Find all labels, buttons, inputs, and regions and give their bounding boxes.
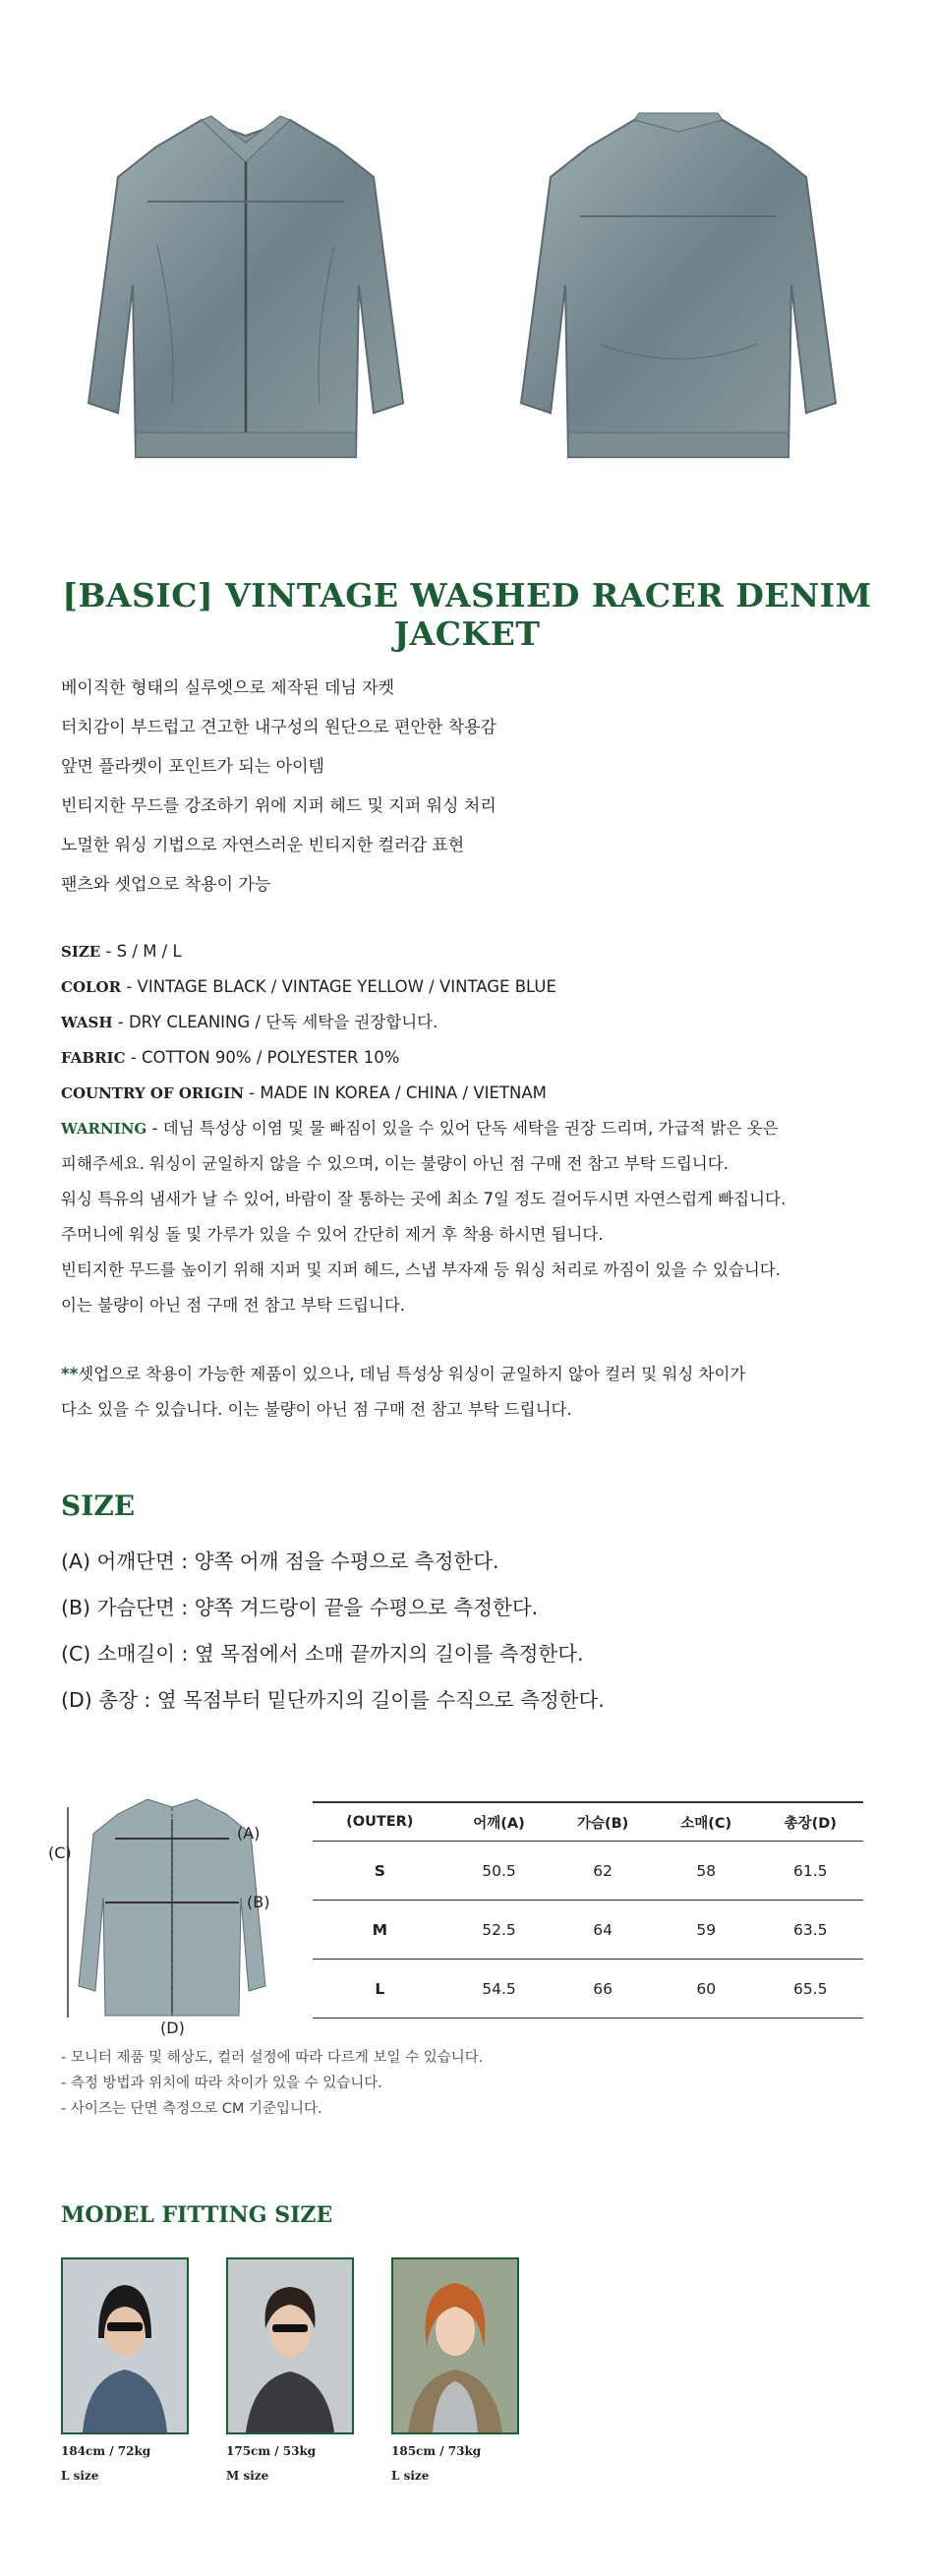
spec-origin: COUNTRY OF ORIGIN - MADE IN KOREA / CHINA / VIETNAM — [61, 1083, 547, 1102]
spec-color: COLOR - VINTAGE BLACK / VINTAGE YELLOW / VINTAGE BLUE — [61, 977, 556, 996]
description-line: 팬츠와 셋업으로 착용이 가능 — [61, 875, 271, 895]
table-row: L 54.5 66 60 65.5 — [313, 1960, 863, 2019]
setup-note: **셋업으로 착용이 가능한 제품이 있으나, 데님 특성상 워싱이 균일하지 않아 컬러 및 워싱 차이가 다소 있을 수 있습니다. 이는 불량이 아닌 점 구매 전 참고 부탁 드립니다. — [61, 1365, 746, 1419]
model-size: L size — [61, 2469, 99, 2483]
jacket-front-image — [79, 108, 413, 482]
description-line: 터치감이 부드럽고 견고한 내구성의 원단으로 편안한 착용감 — [61, 718, 496, 737]
spec-size: SIZE - S / M / L — [61, 942, 182, 961]
warning-line: 빈티지한 무드를 높이기 위해 지퍼 및 지퍼 헤드, 스냅 부자재 등 워싱 처리로 까짐이 있을 수 있습니다. — [61, 1260, 781, 1279]
label-a: (A) — [237, 1824, 261, 1843]
jacket-back-image — [511, 108, 846, 482]
description-line: 베이직한 형태의 실루엣으로 제작된 데님 자켓 — [61, 678, 395, 698]
label-b: (B) — [247, 1893, 270, 1911]
product-description — [61, 669, 496, 905]
label-c: (C) — [48, 1844, 72, 1862]
size-col-header: 어깨(A) — [447, 1802, 552, 1842]
measure-item: (A) 어깨단면 : 양쪽 어깨 점을 수평으로 측정한다. — [61, 1550, 499, 1573]
size-table — [313, 1801, 863, 2019]
model-stats: 184cm / 72kg — [61, 2444, 151, 2458]
warning-line: 이는 불량이 아닌 점 구매 전 참고 부탁 드립니다. — [61, 1296, 406, 1315]
model-card — [61, 2257, 189, 2484]
size-col-header: 가슴(B) — [551, 1802, 654, 1842]
disclaimer-line: - 모니터 제품 및 해상도, 컬러 설정에 따라 다르게 보일 수 있습니다. — [61, 2050, 484, 2066]
model-photo — [226, 2257, 354, 2434]
measure-item: (C) 소매길이 : 옆 목점에서 소매 끝까지의 길이를 측정한다. — [61, 1642, 584, 1666]
disclaimer-line: - 측정 방법과 위치에 따라 차이가 있을 수 있습니다. — [61, 2076, 382, 2091]
measure-item: (B) 가슴단면 : 양쪽 겨드랑이 끝을 수평으로 측정한다. — [61, 1596, 539, 1619]
model-photo — [391, 2257, 519, 2434]
model-stats: 185cm / 73kg — [391, 2444, 482, 2458]
measurement-diagram — [48, 1789, 315, 2037]
spec-fabric: FABRIC - COTTON 90% / POLYESTER 10% — [61, 1048, 400, 1067]
measure-item: (D) 총장 : 옆 목점부터 밑단까지의 길이를 수직으로 측정한다. — [61, 1688, 605, 1712]
table-row: S 50.5 62 58 61.5 — [313, 1842, 863, 1901]
model-stats: 175cm / 53kg — [226, 2444, 317, 2458]
description-line: 앞면 플라켓이 포인트가 되는 아이템 — [61, 757, 324, 777]
model-card — [226, 2257, 354, 2484]
size-col-header: 총장(D) — [758, 1802, 863, 1842]
warning-line: 피해주세요. 워싱이 균일하지 않을 수 있으며, 이는 불량이 아닌 점 구매 전 참고 부탁 드립니다. — [61, 1154, 729, 1173]
disclaimer-line: - 사이즈는 단면 측정으로 CM 기준입니다. — [61, 2101, 322, 2117]
spec-wash: WASH - DRY CLEANING / 단독 세탁을 권장합니다. — [61, 1013, 438, 1031]
size-col-header: (OUTER) — [313, 1802, 447, 1842]
model-size: L size — [391, 2469, 430, 2483]
model-card — [391, 2257, 519, 2484]
size-measure-guide — [61, 1539, 605, 1724]
model-fitting-heading: MODEL FITTING SIZE — [61, 2202, 333, 2228]
spec-warning: WARNING - 데님 특성상 이염 및 물 빠짐이 있을 수 있어 단독 세탁을 권장 드리며, 가급적 밝은 옷은 — [61, 1119, 779, 1138]
table-row: M 52.5 64 59 63.5 — [313, 1901, 863, 1960]
model-size: M size — [226, 2469, 269, 2483]
warning-line: 워싱 특유의 냄새가 날 수 있어, 바람이 잘 통하는 곳에 최소 7일 정도 걸어두시면 자연스럽게 빠집니다. — [61, 1190, 787, 1208]
warning-line: 주머니에 워싱 돌 및 가루가 있을 수 있어 간단히 제거 후 착용 하시면 됩니다. — [61, 1225, 604, 1244]
size-disclaimer — [61, 2045, 483, 2122]
description-line: 노멀한 워싱 기법으로 자연스러운 빈티지한 컬러감 표현 — [61, 836, 465, 855]
model-photo — [61, 2257, 189, 2434]
label-d: (D) — [160, 2019, 185, 2037]
product-specs — [61, 934, 897, 1323]
description-line: 빈티지한 무드를 강조하기 위에 지퍼 헤드 및 지퍼 워싱 처리 — [61, 796, 496, 816]
size-col-header: 소매(C) — [655, 1802, 758, 1842]
product-title: [BASIC] VINTAGE WASHED RACER DENIM JACKET — [62, 576, 872, 653]
size-heading: SIZE — [61, 1490, 136, 1522]
